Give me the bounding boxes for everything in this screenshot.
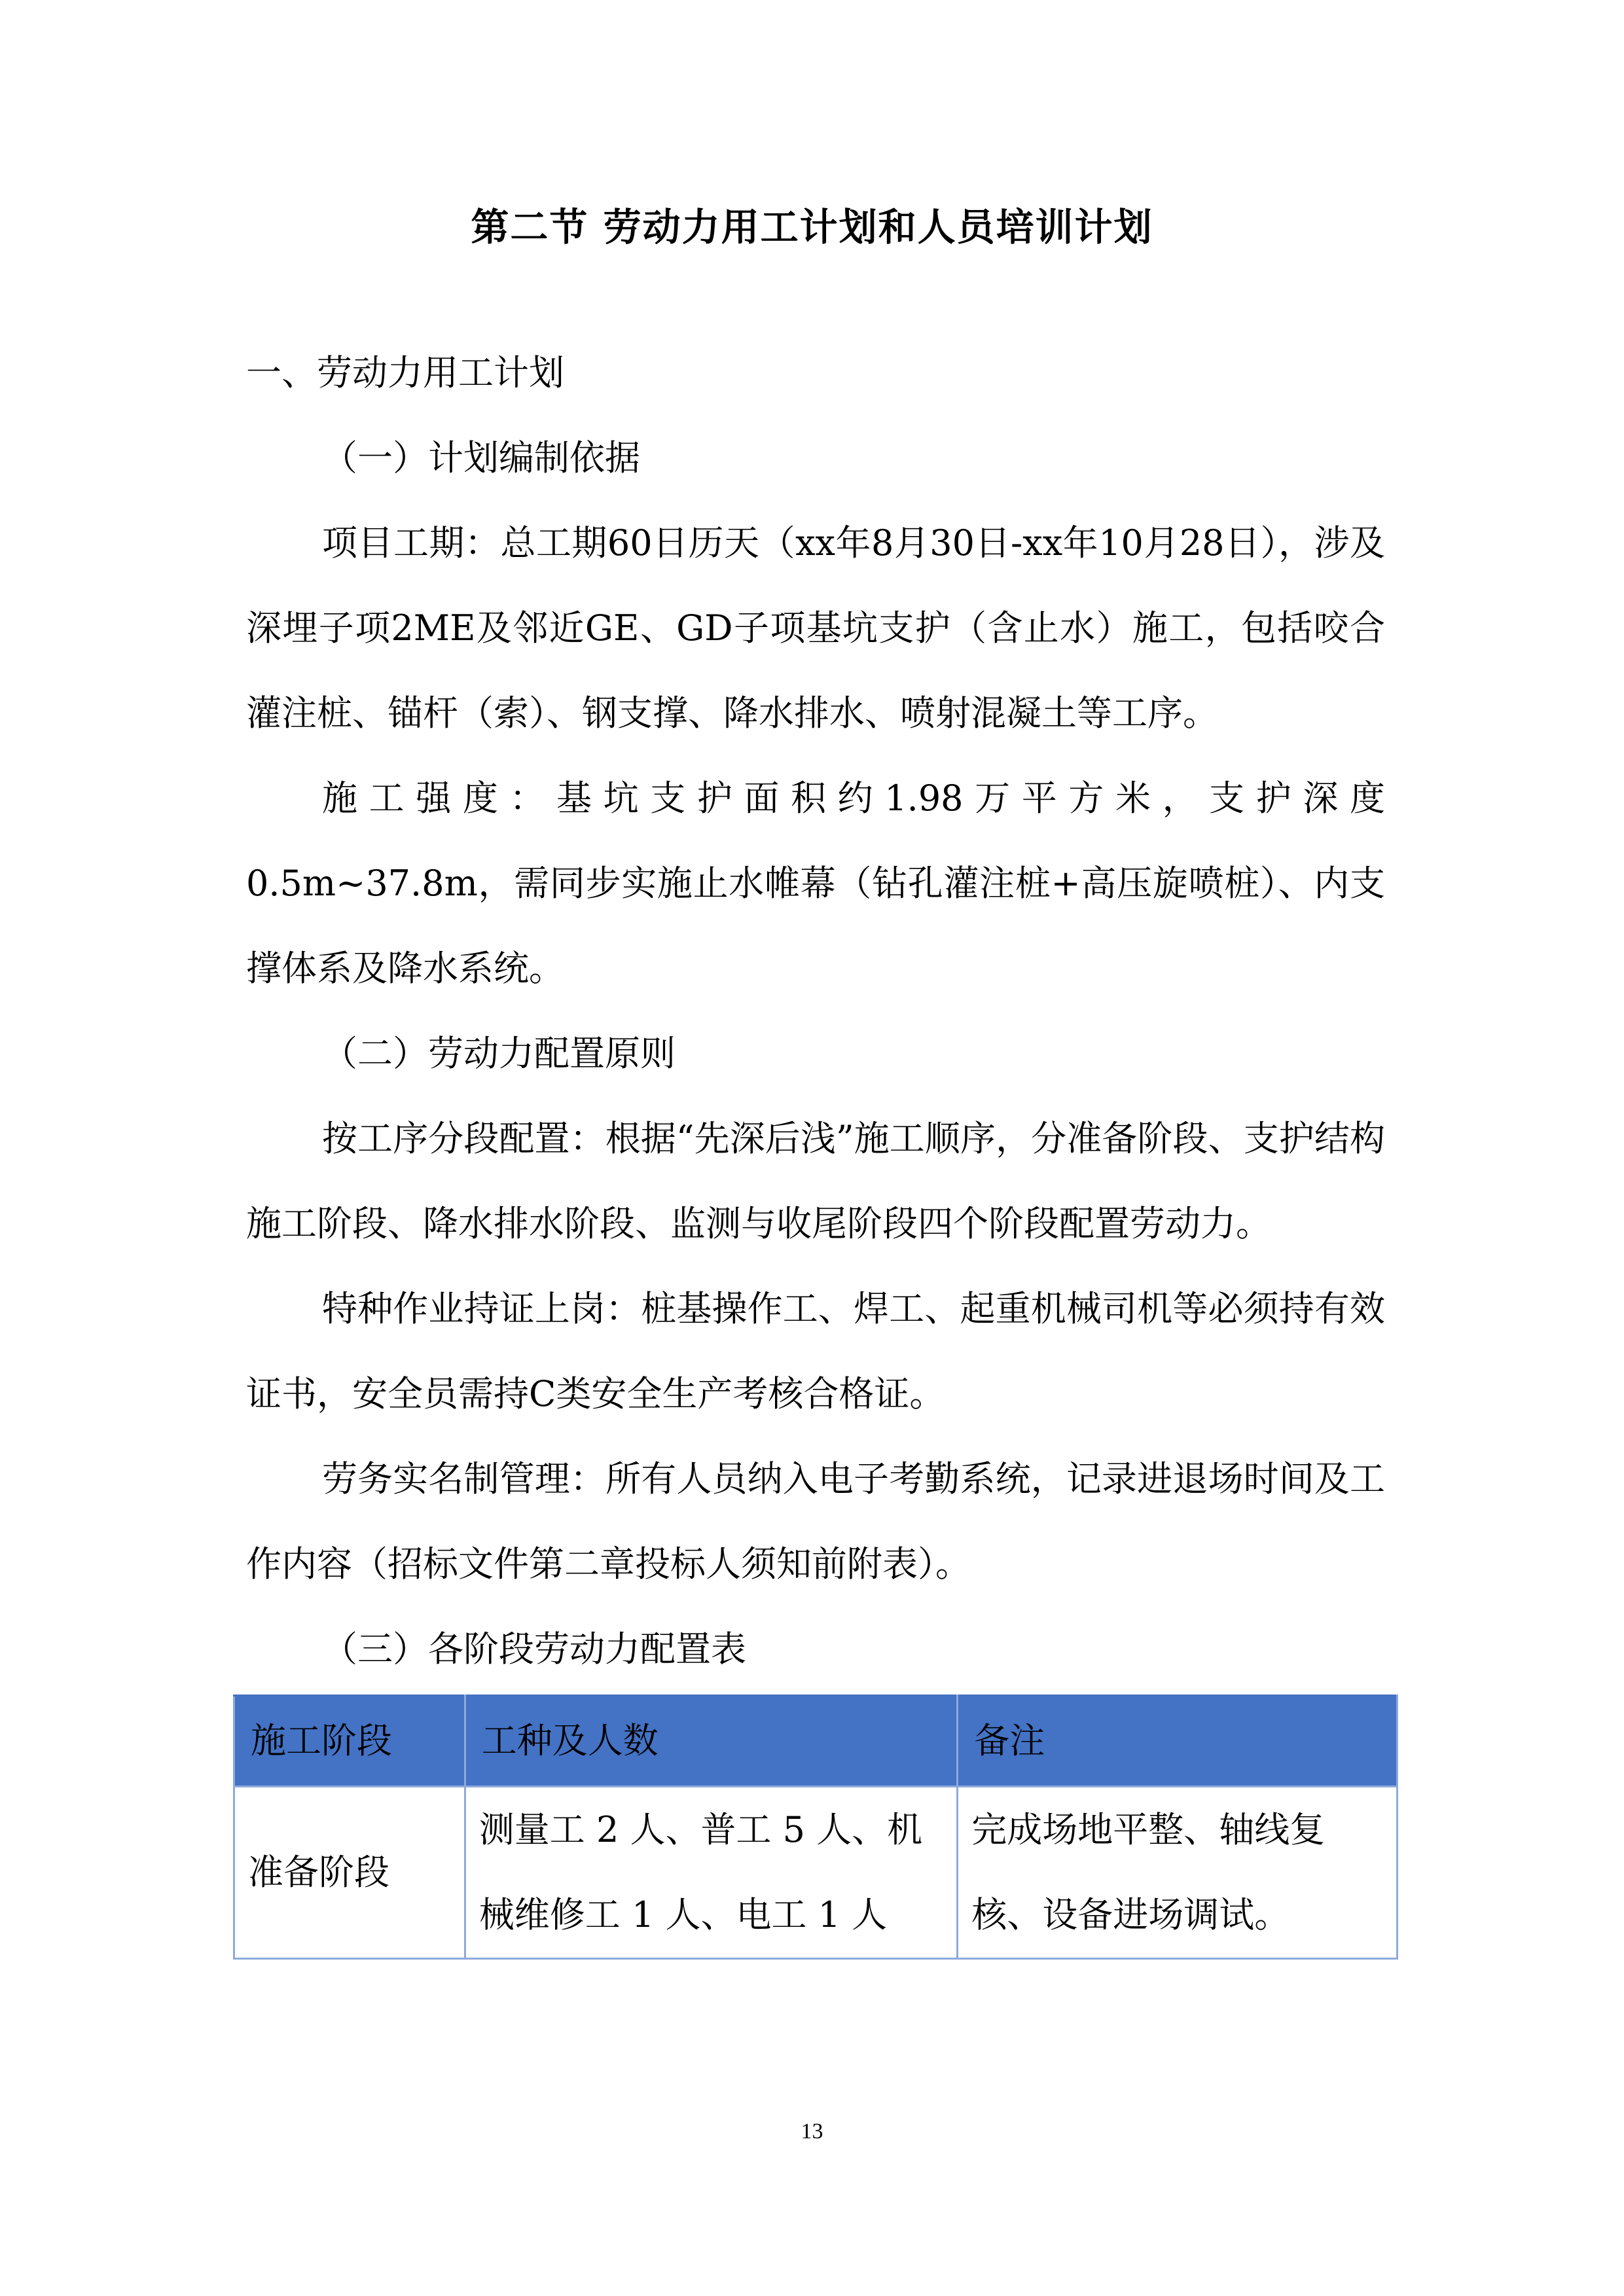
section-heading-labor-plan: 一、劳动力用工计划 <box>246 352 564 393</box>
table-cell-workers: 测量工 2 人、普工 5 人、机械维修工 1 人、电工 1 人 <box>465 1787 958 1959</box>
paragraph-realname-management: 劳务实名制管理：所有人员纳入电子考勤系统，记录进退场时间及工作内容（招标文件第二章投标人须知前附表）。 <box>246 1458 1385 1585</box>
page-number: 13 <box>801 2119 823 2144</box>
table-cell-stage: 准备阶段 <box>234 1787 465 1959</box>
labor-allocation-table <box>233 1695 1398 1960</box>
page-title: 第二节 劳动力用工计划和人员培训计划 <box>471 205 1153 249</box>
table-cell-note: 完成场地平整、轴线复核、设备进场调试。 <box>958 1787 1398 1959</box>
table-header-stage: 施工阶段 <box>234 1696 465 1787</box>
subsection-heading-principles: （二）劳动力配置原则 <box>322 1033 676 1074</box>
subsection-heading-basis: （一）计划编制依据 <box>322 437 640 478</box>
table-row <box>234 1787 1398 1959</box>
paragraph-certified-workers: 特种作业持证上岗：桩基操作工、焊工、起重机械司机等必须持有效证书，安全员需持C类安全生产考核合格证。 <box>246 1288 1385 1414</box>
paragraph-phased-allocation: 按工序分段配置：根据“先深后浅”施工顺序，分准备阶段、支护结构施工阶段、降水排水阶段、监测与收尾阶段四个阶段配置劳动力。 <box>246 1118 1385 1244</box>
subsection-heading-table: （三）各阶段劳动力配置表 <box>322 1628 746 1670</box>
table-header-row <box>234 1696 1398 1787</box>
table-header-workers: 工种及人数 <box>465 1696 958 1787</box>
paragraph-construction-intensity: 施工强度：基坑支护面积约1.98万平方米，支护深度0.5m~37.8m，需同步实施止水帷幕（钻孔灌注桩+高压旋喷桩）、内支撑体系及降水系统。 <box>246 778 1385 989</box>
body-content <box>246 331 1385 1960</box>
paragraph-project-duration: 项目工期：总工期60日历天（xx年8月30日-xx年10月28日），涉及深埋子项2ME及邻近GE、GD子项基坑支护（含止水）施工，包括咬合灌注桩、锚杆（索）、钢支撑、降水排水、喷射混凝土等工序。 <box>246 522 1385 734</box>
table-header-note: 备注 <box>958 1696 1398 1787</box>
